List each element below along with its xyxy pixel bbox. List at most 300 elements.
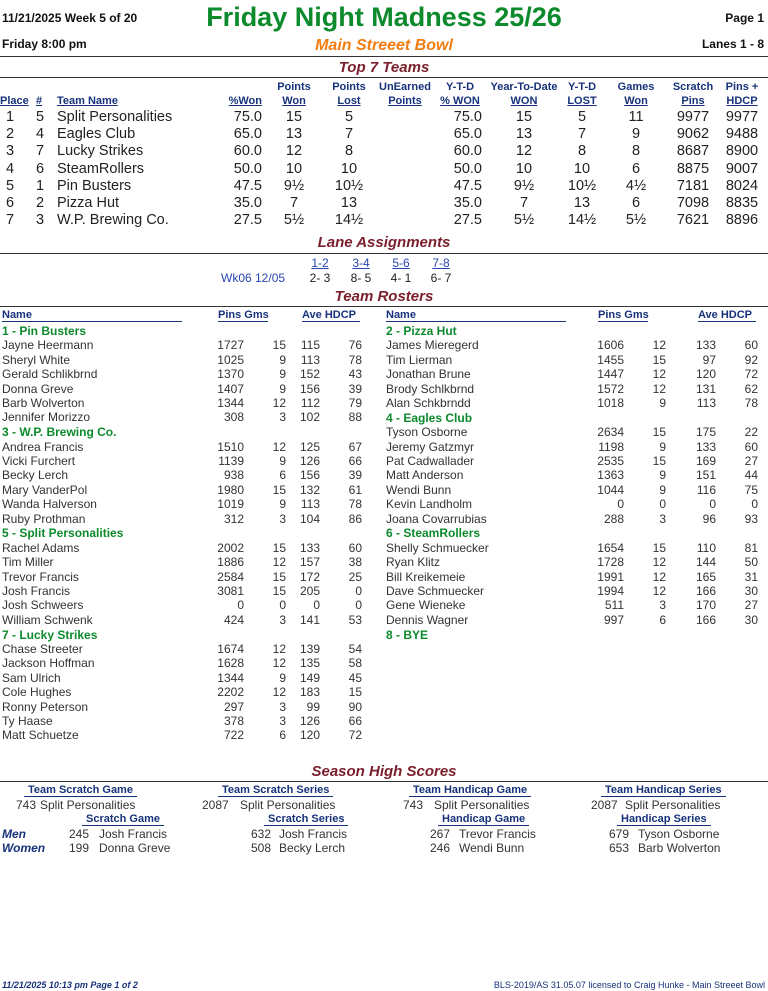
bowler-pins: 1991	[597, 569, 624, 584]
bowler-games: 15	[272, 584, 286, 598]
standings-cell: 10	[285, 160, 303, 177]
standings-cell: 50.0	[233, 160, 262, 177]
standings-cell: 8896	[725, 212, 759, 229]
bowler-handicap: 93	[744, 511, 758, 526]
standings-cell: 14½	[334, 212, 364, 229]
bowler-name: Donna Greve	[2, 381, 74, 396]
bowler-pins: 722	[223, 728, 244, 743]
women-high-score: 508	[251, 841, 272, 855]
bowler-name: Sheryl White	[2, 352, 71, 367]
standings-cell: 5	[5, 177, 15, 194]
bowler-games: 15	[272, 569, 286, 584]
men-high-score: 245	[69, 827, 90, 841]
high-score-value: 743	[16, 798, 37, 812]
lane-assignments-divider	[0, 253, 768, 254]
bowler-name: Wendi Bunn	[386, 482, 452, 497]
standings-divider	[0, 77, 768, 78]
standings-cell: 47.5	[453, 177, 482, 194]
bowler-name: Dave Schmuecker	[386, 584, 485, 598]
roster-col-name: Name	[386, 309, 566, 322]
bowler-games: 12	[652, 338, 666, 353]
page-number: Page 1	[725, 11, 764, 25]
league-day-time: Friday 8:00 pm	[2, 37, 87, 51]
bowler-pins: 1510	[217, 439, 244, 454]
standings-team-name: SteamRollers	[57, 160, 145, 177]
standings-cell: 5	[577, 109, 587, 125]
bowler-name: Matt Anderson	[386, 468, 464, 483]
bowler-name: Becky Lerch	[2, 468, 69, 483]
bowler-pins: 1407	[217, 381, 244, 396]
bowler-games: 15	[272, 482, 286, 497]
bowler-average: 144	[696, 555, 717, 570]
standings-col-header: WON	[510, 95, 538, 107]
standings-cell: 8	[631, 143, 641, 160]
standings-col-header: Won	[624, 95, 648, 107]
roster-col-pins-games: Pins Gms	[218, 309, 269, 321]
bowler-handicap: 39	[348, 468, 362, 483]
bowler-name: Andrea Francis	[2, 439, 84, 454]
bowler-handicap: 45	[348, 670, 362, 685]
bowler-name: Alan Schkbrndd	[386, 396, 471, 410]
men-high-score-bowler: Josh Francis	[99, 827, 168, 841]
standings-col-header: #	[35, 95, 43, 107]
bowler-games: 9	[659, 482, 666, 497]
bowler-pins: 1628	[217, 656, 244, 671]
bowler-average: 97	[702, 352, 716, 367]
bowler-pins: 1674	[217, 642, 244, 656]
bowler-average: 205	[300, 584, 321, 598]
bowler-name: Josh Schweers	[2, 598, 84, 613]
bowler-name: Joana Covarrubias	[386, 511, 487, 526]
bowler-name: Matt Schuetze	[2, 728, 79, 743]
bowler-handicap: 43	[348, 367, 362, 382]
team-rosters-title: Team Rosters	[334, 288, 434, 305]
lane-week-label: Wk06 12/05	[221, 271, 286, 285]
women-high-score-bowler: Wendi Bunn	[459, 841, 525, 855]
standings-col-header: UnEarned	[379, 81, 431, 93]
standings-cell: 13	[285, 126, 303, 143]
bowler-games: 12	[272, 555, 286, 570]
bowler-games: 3	[279, 612, 286, 627]
bowler-name: Mary VanderPol	[2, 482, 88, 497]
roster-col-average-handicap: Ave HDCP	[698, 309, 756, 322]
bowler-name: Trevor Francis	[2, 569, 79, 584]
bowler-games: 3	[279, 699, 286, 714]
bowler-handicap: 27	[744, 454, 758, 468]
team-name: 6 - SteamRollers	[386, 526, 481, 541]
women-high-score: 199	[69, 841, 90, 855]
bowler-games: 3	[279, 511, 286, 526]
team-name: 4 - Eagles Club	[386, 410, 473, 425]
bowler-pins: 1447	[597, 367, 624, 382]
standings-cell: 5	[344, 109, 354, 125]
men-high-score-bowler: Trevor Francis	[459, 827, 536, 841]
standings-cell: 7	[577, 126, 587, 143]
bowler-handicap: 62	[744, 381, 758, 396]
high-score-individual-category: Scratch Series	[264, 813, 348, 826]
bowler-games: 15	[652, 352, 666, 367]
standings-cell: 27.5	[233, 212, 262, 229]
standings-cell: 7	[519, 195, 529, 211]
standings-cell: 35.0	[233, 195, 262, 211]
standings-team-name: Pin Busters	[57, 177, 132, 194]
bowler-name: Rachel Adams	[2, 540, 80, 555]
standings-cell: 10½	[334, 177, 364, 194]
bowler-handicap: 44	[744, 468, 758, 483]
bowler-handicap: 60	[744, 338, 758, 353]
standings-cell: 50.0	[453, 160, 482, 177]
standings-cell: 4½	[625, 177, 647, 194]
standings-cell: 7	[289, 195, 299, 211]
bowler-pins: 1455	[597, 352, 624, 367]
bowler-handicap: 30	[744, 612, 758, 627]
lane-pair-header: 5-6	[392, 256, 410, 270]
bowler-games: 9	[659, 396, 666, 410]
women-label: Women	[2, 841, 46, 855]
bowler-handicap: 90	[348, 699, 362, 714]
bowler-average: 126	[300, 714, 321, 728]
standings-cell: 5½	[513, 212, 535, 229]
bowler-average: 135	[300, 656, 321, 671]
women-high-score: 246	[430, 841, 451, 855]
standings-col-header: Place	[0, 95, 29, 107]
bowler-average: 0	[313, 598, 320, 613]
bowler-handicap: 76	[348, 338, 362, 353]
standings-col-header: LOST	[567, 95, 597, 107]
standings-cell: 14½	[567, 212, 597, 229]
standings-cell: 7098	[676, 195, 710, 211]
bowler-pins: 1018	[597, 396, 624, 410]
bowler-games: 12	[272, 685, 286, 700]
bowler-average: 169	[696, 454, 717, 468]
bowler-average: 175	[696, 425, 717, 440]
footer-license: BLS-2019/AS 31.05.07 licensed to Craig Hunke - Main Streeet Bowl	[493, 980, 765, 990]
standings-cell: 9½	[283, 177, 305, 194]
lanes-range: Lanes 1 - 8	[701, 37, 764, 51]
bowler-games: 12	[652, 584, 666, 598]
bowler-average: 149	[300, 670, 321, 685]
bowler-games: 12	[272, 439, 286, 454]
lane-pair-teams: 6- 7	[430, 271, 452, 285]
footer-timestamp: 11/21/2025 10:13 pm Page 1 of 2	[2, 980, 138, 990]
standings-cell: 3	[35, 212, 45, 229]
bowler-name: Tyson Osborne	[386, 425, 468, 440]
standings-cell: 8	[577, 143, 587, 160]
standings-col-header: Points	[332, 81, 366, 93]
bowling-center-name: Main Streeet Bowl	[315, 37, 453, 54]
bowler-pins: 1019	[217, 497, 244, 512]
bowler-name: Cole Hughes	[2, 685, 72, 700]
bowler-pins: 1044	[597, 482, 624, 497]
standings-cell: 8835	[725, 195, 759, 211]
bowler-name: Dennis Wagner	[386, 612, 469, 627]
bowler-handicap: 79	[348, 396, 362, 410]
bowler-games: 9	[279, 381, 286, 396]
bowler-average: 131	[696, 381, 717, 396]
roster-col-average-handicap: Ave HDCP	[302, 309, 360, 322]
standings-cell: 10	[340, 160, 358, 177]
high-score-value: 2087	[591, 798, 618, 812]
team-name: 8 - BYE	[386, 627, 429, 642]
standings-team-name: Pizza Hut	[57, 195, 120, 211]
bowler-games: 12	[652, 367, 666, 382]
standings-cell: 9977	[725, 109, 759, 125]
standings-cell: 7	[5, 212, 15, 229]
standings-col-header: Points	[388, 95, 422, 107]
standings-cell: 8900	[725, 143, 759, 160]
bowler-handicap: 88	[348, 410, 362, 425]
standings-team-name: Eagles Club	[57, 126, 136, 143]
bowler-handicap: 72	[744, 367, 758, 382]
team-name: 5 - Split Personalities	[2, 526, 124, 541]
bowler-average: 125	[300, 439, 321, 454]
standings-col-header: Year-To-Date	[490, 81, 558, 93]
bowler-name: Ty Haase	[2, 714, 53, 728]
bowler-name: Barb Wolverton	[2, 396, 85, 410]
standings-col-header: Y-T-D	[567, 81, 597, 93]
standings-col-header: Pins	[681, 95, 705, 107]
bowler-handicap: 0	[355, 584, 362, 598]
bowler-pins: 1139	[218, 454, 244, 468]
lane-pair-header: 1-2	[311, 256, 329, 270]
standings-title: Top 7 Teams	[338, 59, 430, 76]
standings-team-name: Split Personalities	[57, 109, 173, 125]
bowler-pins: 2584	[217, 569, 244, 584]
standings-cell: 15	[515, 109, 533, 125]
bowler-handicap: 38	[348, 555, 362, 570]
standings-cell: 4	[35, 126, 45, 143]
bowler-name: Kevin Landholm	[386, 497, 473, 512]
bowler-handicap: 27	[744, 598, 758, 613]
bowler-games: 12	[272, 396, 286, 410]
high-score-individual-category: Handicap Series	[617, 813, 711, 826]
bowler-name: Gene Wieneke	[386, 598, 466, 613]
bowler-games: 3	[659, 598, 666, 613]
women-high-score: 653	[609, 841, 630, 855]
bowler-name: Bill Kreikemeie	[386, 569, 466, 584]
bowler-handicap: 92	[744, 352, 758, 367]
bowler-average: 165	[696, 569, 717, 584]
bowler-average: 102	[300, 410, 321, 425]
lane-pair-header: 3-4	[352, 256, 370, 270]
high-score-individual-category: Handicap Game	[438, 813, 529, 826]
bowler-average: 152	[300, 367, 321, 382]
women-high-score-bowler: Becky Lerch	[279, 841, 346, 855]
bowler-games: 12	[652, 555, 666, 570]
bowler-handicap: 39	[348, 381, 362, 396]
bowler-average: 133	[696, 338, 717, 353]
standings-cell: 7	[35, 143, 45, 160]
bowler-handicap: 0	[355, 598, 362, 613]
standings-cell: 6	[35, 160, 45, 177]
high-score-team: Split Personalities	[434, 798, 530, 812]
high-score-team: Split Personalities	[625, 798, 721, 812]
bowler-handicap: 66	[348, 714, 362, 728]
bowler-average: 113	[300, 497, 320, 512]
bowler-handicap: 61	[348, 482, 362, 497]
women-high-score-bowler: Donna Greve	[99, 841, 171, 855]
men-high-score-bowler: Josh Francis	[279, 827, 348, 841]
bowler-games: 15	[652, 540, 666, 555]
high-score-individual-category: Scratch Game	[82, 813, 164, 826]
bowler-handicap: 60	[744, 439, 758, 454]
standings-col-header: Games	[617, 81, 655, 93]
bowler-pins: 424	[223, 612, 244, 627]
bowler-name: William Schwenk	[2, 612, 93, 627]
bowler-average: 99	[306, 699, 320, 714]
bowler-average: 133	[300, 540, 321, 555]
bowler-average: 133	[696, 439, 717, 454]
bowler-pins: 297	[223, 699, 244, 714]
bowler-pins: 938	[223, 468, 244, 483]
bowler-handicap: 78	[744, 396, 758, 410]
bowler-pins: 0	[617, 497, 624, 512]
bowler-name: Brody Schlkbrnd	[386, 381, 475, 396]
standings-col-header: Scratch	[672, 81, 714, 93]
standings-cell: 8687	[676, 143, 710, 160]
bowler-games: 12	[272, 656, 286, 671]
bowler-games: 9	[659, 439, 666, 454]
standings-cell: 5½	[625, 212, 647, 229]
bowler-pins: 1886	[217, 555, 244, 570]
bowler-games: 6	[279, 728, 286, 743]
standings-cell: 6	[631, 160, 641, 177]
bowler-pins: 1980	[217, 482, 244, 497]
bowler-name: Tim Miller	[2, 555, 54, 570]
bowler-games: 12	[652, 381, 666, 396]
standings-cell: 9007	[725, 160, 759, 177]
bowler-handicap: 78	[348, 497, 362, 512]
standings-col-header: Team Name	[57, 95, 118, 107]
bowler-games: 9	[659, 468, 666, 483]
bowler-handicap: 15	[348, 685, 362, 700]
standings-cell: 3	[5, 143, 15, 160]
women-high-score-bowler: Barb Wolverton	[638, 841, 721, 855]
bowler-games: 9	[279, 497, 286, 512]
bowler-name: Sam Ulrich	[2, 670, 61, 685]
league-title: Friday Night Madness 25/26	[206, 2, 562, 32]
bowler-average: 132	[300, 482, 321, 497]
bowler-pins: 2535	[597, 454, 624, 468]
lane-pair-header: 7-8	[432, 256, 450, 270]
men-high-score-bowler: Tyson Osborne	[638, 827, 720, 841]
standings-cell: 5	[35, 109, 45, 125]
bowler-name: Pat Cadwallader	[386, 454, 475, 468]
bowler-average: 166	[696, 584, 717, 598]
bowler-games: 6	[659, 612, 666, 627]
bowler-average: 116	[696, 482, 716, 497]
standings-cell: 65.0	[233, 126, 262, 143]
roster-col-pins-games: Pins Gms	[598, 309, 649, 321]
standings-cell: 7181	[676, 177, 710, 194]
standings-cell: 9½	[513, 177, 535, 194]
bowler-handicap: 22	[744, 425, 758, 440]
standings-cell: 60.0	[453, 143, 482, 160]
bowler-name: Vicki Furchert	[2, 454, 76, 468]
bowler-pins: 288	[603, 511, 624, 526]
team-name: 2 - Pizza Hut	[386, 324, 457, 338]
bowler-games: 15	[272, 540, 286, 555]
standings-cell: 12	[515, 143, 533, 160]
men-high-score: 632	[251, 827, 272, 841]
standings-team-name: Lucky Strikes	[57, 143, 144, 160]
men-high-score: 679	[609, 827, 630, 841]
bowler-handicap: 58	[348, 656, 362, 671]
bowler-pins: 378	[223, 714, 244, 728]
bowler-average: 115	[300, 338, 320, 353]
standings-cell: 6	[5, 195, 15, 211]
bowler-handicap: 25	[348, 569, 362, 584]
standings-team-name: W.P. Brewing Co.	[57, 212, 169, 229]
standings-cell: 47.5	[233, 177, 262, 194]
bowler-games: 3	[659, 511, 666, 526]
lane-pair-teams: 4- 1	[390, 271, 412, 285]
standings-cell: 8	[344, 143, 354, 160]
bowler-handicap: 66	[348, 454, 362, 468]
bowler-average: 112	[300, 396, 320, 410]
bowler-games: 0	[659, 497, 666, 512]
standings-cell: 12	[285, 143, 303, 160]
bowler-average: 151	[696, 468, 717, 483]
bowler-average: 183	[300, 685, 321, 700]
lane-assignments-title: Lane Assignments	[317, 234, 451, 251]
bowler-pins: 1728	[597, 555, 624, 570]
bowler-pins: 1344	[217, 396, 244, 410]
bowler-games: 15	[272, 338, 286, 353]
bowler-handicap: 53	[348, 612, 362, 627]
standings-cell: 7	[344, 126, 354, 143]
bowler-average: 0	[709, 497, 716, 512]
high-score-value: 2087	[202, 798, 229, 812]
team-name: 7 - Lucky Strikes	[2, 627, 98, 642]
bowler-handicap: 86	[348, 511, 362, 526]
bowler-average: 110	[696, 540, 716, 555]
standings-col-header: % WON	[440, 95, 480, 107]
bowler-name: Jayne Heermann	[2, 338, 94, 353]
standings-col-header: HDCP	[726, 95, 758, 107]
bowler-average: 139	[300, 642, 321, 656]
standings-cell: 9977	[676, 109, 710, 125]
bowler-average: 156	[300, 381, 321, 396]
bowler-name: Jackson Hoffman	[2, 656, 95, 671]
rosters-divider	[0, 306, 768, 307]
bowler-games: 0	[279, 598, 286, 613]
bowler-average: 120	[696, 367, 717, 382]
bowler-name: Wanda Halverson	[2, 497, 97, 512]
men-label: Men	[2, 827, 26, 841]
high-score-category: Team Scratch Series	[218, 784, 333, 797]
standings-cell: 75.0	[233, 109, 262, 125]
standings-cell: 2	[35, 195, 45, 211]
bowler-handicap: 31	[744, 569, 758, 584]
bowler-pins: 3081	[217, 584, 244, 598]
bowler-pins: 1654	[597, 540, 624, 555]
bowler-average: 172	[300, 569, 321, 584]
bowler-pins: 511	[604, 598, 624, 613]
team-name: 3 - W.P. Brewing Co.	[2, 425, 117, 440]
standings-col-header: Pins +	[725, 81, 759, 93]
bowler-pins: 1994	[597, 584, 624, 598]
bowler-handicap: 67	[348, 439, 362, 454]
bowler-name: Chase Streeter	[2, 642, 83, 656]
bowler-games: 15	[652, 425, 666, 440]
bowler-average: 113	[696, 396, 716, 410]
bowler-handicap: 81	[744, 540, 758, 555]
bowler-average: 156	[300, 468, 321, 483]
standings-col-header: Y-T-D	[445, 81, 475, 93]
bowler-pins: 312	[223, 511, 244, 526]
roster-col-name: Name	[2, 309, 182, 322]
